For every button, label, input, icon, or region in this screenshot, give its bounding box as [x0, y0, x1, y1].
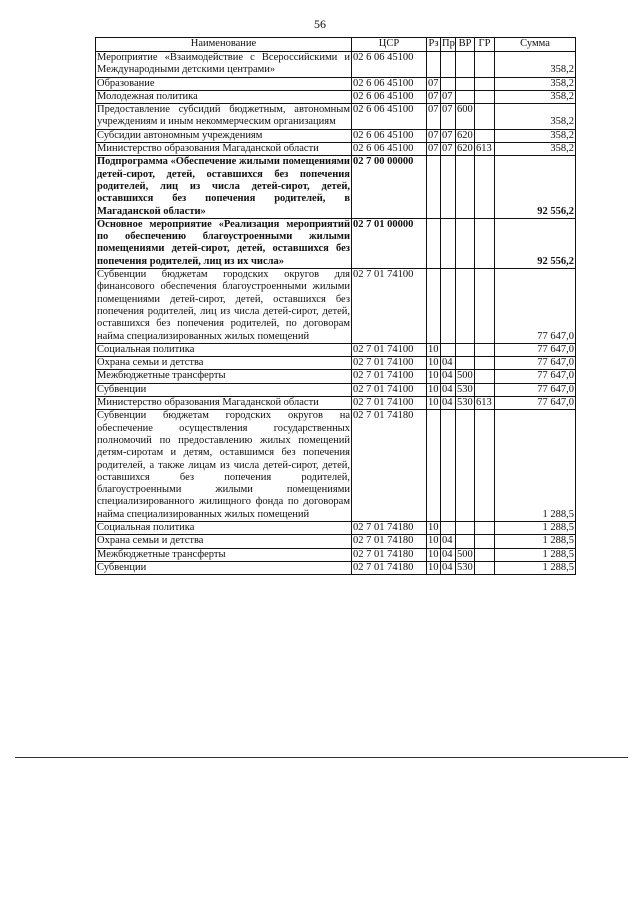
cell-pr: 04: [441, 357, 456, 370]
header-name: Наименование: [96, 38, 352, 52]
cell-pr: [441, 156, 456, 218]
cell-gr: [475, 77, 495, 90]
table-row: [96, 357, 576, 370]
cell-gr: [475, 383, 495, 396]
cell-vr: [456, 535, 475, 548]
cell-sum: 77 647,0: [495, 343, 576, 356]
cell-rz: 07: [428, 143, 439, 155]
table-row: [96, 535, 576, 548]
cell-gr: [475, 535, 495, 548]
cell-gr: [475, 343, 495, 356]
cell-rz: 07: [428, 129, 439, 141]
cell-rz: 07: [427, 104, 441, 130]
table-row: [96, 104, 576, 130]
cell-pr: 07: [441, 90, 456, 103]
table-row: [96, 129, 576, 142]
cell-name: Образование: [96, 77, 352, 90]
cell-pr: 07: [441, 104, 456, 130]
cell-sum: 358,2: [495, 52, 576, 78]
cell-name: Субвенции бюджетам городских округов на обеспечение осуществления государственных полномочий по предоставлению жилых помещений детям-сиротам и детям, оставшимся без попечения родителей, а также лицам из числа детей-сирот, детей, оставшихся без попечения родителей, благоустроенными жилыми помещениями специализированного жилищного фонда по договорам найма специализированных жилых помещений: [97, 410, 350, 520]
cell-pr: [441, 410, 456, 522]
cell-csr: 02 6 06 45100: [352, 104, 427, 130]
cell-csr: 02 6 06 45100: [352, 77, 427, 90]
cell-rz: 10: [428, 535, 439, 547]
cell-sum: 358,2: [495, 77, 576, 90]
cell-csr: 02 7 01 74180: [352, 561, 427, 574]
cell-csr: 02 6 06 45100: [352, 129, 427, 142]
cell-sum: 77 647,0: [495, 383, 576, 396]
header-vr: ВР: [456, 38, 475, 52]
cell-pr: 04: [441, 397, 456, 410]
cell-sum: 1 288,5: [495, 561, 576, 574]
table-header-row: [96, 38, 576, 52]
cell-sum: 1 288,5: [495, 410, 576, 522]
cell-csr: 02 7 01 74100: [352, 397, 427, 410]
cell-gr: [475, 269, 495, 344]
cell-vr: 600: [456, 104, 475, 130]
cell-pr: [441, 218, 456, 268]
cell-name: Министерство образования Магаданской области: [96, 397, 352, 410]
cell-rz: [427, 52, 441, 78]
header-pr: Пр: [441, 38, 456, 52]
cell-pr: 07: [441, 143, 456, 156]
cell-gr: [475, 52, 495, 78]
header-gr: ГР: [475, 38, 495, 52]
cell-csr: 02 7 01 74180: [352, 410, 427, 522]
cell-gr: 613: [475, 397, 495, 410]
cell-name: Мероприятие «Взаимодействие с Всероссийскими и Международными детскими центрами»: [97, 52, 350, 76]
cell-gr: [475, 548, 495, 561]
table-row: [96, 370, 576, 383]
cell-csr: 02 7 01 74100: [352, 357, 427, 370]
cell-gr: [475, 521, 495, 534]
budget-table: [95, 37, 576, 575]
cell-csr: 02 7 01 74100: [352, 383, 427, 396]
cell-vr: [456, 52, 475, 78]
cell-gr: [475, 410, 495, 522]
cell-rz: 07: [428, 77, 439, 89]
cell-vr: [456, 410, 475, 522]
cell-name: Субвенции: [96, 561, 352, 574]
table-row: [96, 521, 576, 534]
table-row: [96, 410, 576, 522]
cell-rz: 10: [428, 343, 439, 355]
cell-pr: [441, 343, 456, 356]
cell-gr: [475, 90, 495, 103]
cell-sum: 358,2: [495, 104, 576, 130]
cell-rz: [427, 269, 441, 344]
table-row: [96, 143, 576, 156]
cell-pr: [441, 269, 456, 344]
cell-gr: [475, 129, 495, 142]
table-row: [96, 383, 576, 396]
cell-name: Охрана семьи и детства: [96, 357, 352, 370]
cell-gr: [475, 357, 495, 370]
header-sum: Сумма: [495, 38, 576, 52]
table-row: [96, 77, 576, 90]
cell-gr: [475, 104, 495, 130]
cell-pr: 04: [441, 561, 456, 574]
cell-vr: [456, 156, 475, 218]
table-body: [96, 52, 576, 575]
cell-sum: 92 556,2: [495, 218, 576, 268]
table-row: [96, 156, 576, 218]
cell-sum: 77 647,0: [495, 397, 576, 410]
table-row: [96, 218, 576, 268]
cell-pr: [441, 52, 456, 78]
cell-name: Межбюджетные трансферты: [96, 370, 352, 383]
table-row: [96, 561, 576, 574]
cell-name: Предоставление субсидий бюджетным, автономным учреждениям и иным некоммерческим организациям: [97, 104, 350, 128]
cell-csr: 02 7 01 74180: [352, 548, 427, 561]
cell-pr: 07: [441, 129, 456, 142]
cell-rz: [427, 410, 441, 522]
cell-name: Субвенции бюджетам городских округов для финансового обеспечения благоустроенными жилыми помещениями детей-сирот, детей, оставшихся без попечения родителей, лиц из числа детей-сирот, детей, оставшихся без попечения родителей, по договорам найма специализированных жилых помещений: [97, 269, 350, 342]
cell-sum: 77 647,0: [495, 269, 576, 344]
cell-pr: [441, 521, 456, 534]
cell-vr: [456, 77, 475, 90]
cell-vr: 500: [457, 548, 473, 560]
page-number: 56: [314, 17, 326, 31]
cell-pr: 04: [441, 370, 456, 383]
cell-rz: [427, 218, 441, 268]
cell-pr: [441, 77, 456, 90]
cell-pr: 04: [441, 383, 456, 396]
cell-gr: [475, 156, 495, 218]
cell-vr: [456, 218, 475, 268]
cell-vr: 530: [457, 397, 473, 409]
cell-vr: [456, 521, 475, 534]
cell-vr: 500: [457, 370, 473, 382]
cell-name: Социальная политика: [96, 521, 352, 534]
cell-gr: 613: [475, 143, 495, 156]
cell-csr: 02 6 06 45100: [352, 143, 427, 156]
cell-sum: 1 288,5: [495, 521, 576, 534]
header-rz: Рз: [427, 38, 441, 52]
cell-csr: 02 7 01 74100: [352, 370, 427, 383]
cell-csr: 02 6 06 45100: [352, 52, 427, 78]
cell-name: Министерство образования Магаданской области: [96, 143, 352, 156]
header-csr: ЦСР: [352, 38, 427, 52]
table-row: [96, 343, 576, 356]
cell-name: Межбюджетные трансферты: [96, 548, 352, 561]
table-row: [96, 397, 576, 410]
cell-csr: 02 7 01 74100: [352, 343, 427, 356]
cell-name: Охрана семьи и детства: [96, 535, 352, 548]
cell-name: Субвенции: [96, 383, 352, 396]
cell-name: Основное мероприятие «Реализация мероприятий по обеспечению благоустроенными жилыми помещениями детей-сирот, детей, оставшихся без попечения родителей, лиц из их числа»: [97, 218, 350, 267]
cell-rz: 10: [428, 370, 439, 382]
cell-rz: 10: [428, 383, 439, 395]
cell-pr: 04: [441, 548, 456, 561]
cell-sum: 1 288,5: [495, 548, 576, 561]
cell-sum: 358,2: [495, 143, 576, 156]
cell-csr: 02 7 01 74180: [352, 535, 427, 548]
cell-pr: 04: [441, 535, 456, 548]
cell-vr: [456, 343, 475, 356]
cell-rz: 07: [428, 90, 439, 102]
cell-sum: 358,2: [495, 90, 576, 103]
cell-vr: 620: [457, 143, 473, 155]
cell-csr: 02 6 06 45100: [352, 90, 427, 103]
cell-sum: 77 647,0: [495, 357, 576, 370]
cell-name: Молодежная политика: [96, 90, 352, 103]
cell-name: Социальная политика: [96, 343, 352, 356]
cell-rz: 10: [428, 561, 439, 573]
cell-sum: 77 647,0: [495, 370, 576, 383]
cell-sum: 1 288,5: [495, 535, 576, 548]
cell-sum: 358,2: [495, 129, 576, 142]
cell-vr: 530: [457, 561, 473, 573]
cell-csr: 02 7 00 00000: [352, 156, 427, 218]
cell-vr: [456, 357, 475, 370]
cell-vr: 530: [457, 383, 473, 395]
cell-csr: 02 7 01 74180: [352, 521, 427, 534]
cell-name: Субсидии автономным учреждениям: [96, 129, 352, 142]
cell-vr: [456, 90, 475, 103]
cell-rz: 10: [428, 521, 439, 533]
table-row: [96, 90, 576, 103]
cell-gr: [475, 561, 495, 574]
cell-rz: [427, 156, 441, 218]
cell-vr: 620: [457, 129, 473, 141]
cell-vr: [456, 269, 475, 344]
cell-gr: [475, 218, 495, 268]
cell-gr: [475, 370, 495, 383]
cell-rz: 10: [428, 357, 439, 369]
table-row: [96, 52, 576, 78]
cell-csr: 02 7 01 00000: [352, 218, 427, 268]
cell-sum: 92 556,2: [495, 156, 576, 218]
table-row: [96, 548, 576, 561]
table-row: [96, 269, 576, 344]
cell-rz: 10: [428, 548, 439, 560]
cell-name: Подпрограмма «Обеспечение жилыми помещениями детей-сирот, детей, оставшихся без попечения родителей, лиц из числа детей-сирот, детей, оставшихся без попечения родителей, в Магаданской области»: [97, 156, 350, 217]
cell-csr: 02 7 01 74100: [352, 269, 427, 344]
footer-divider: [15, 757, 628, 758]
cell-rz: 10: [428, 397, 439, 409]
